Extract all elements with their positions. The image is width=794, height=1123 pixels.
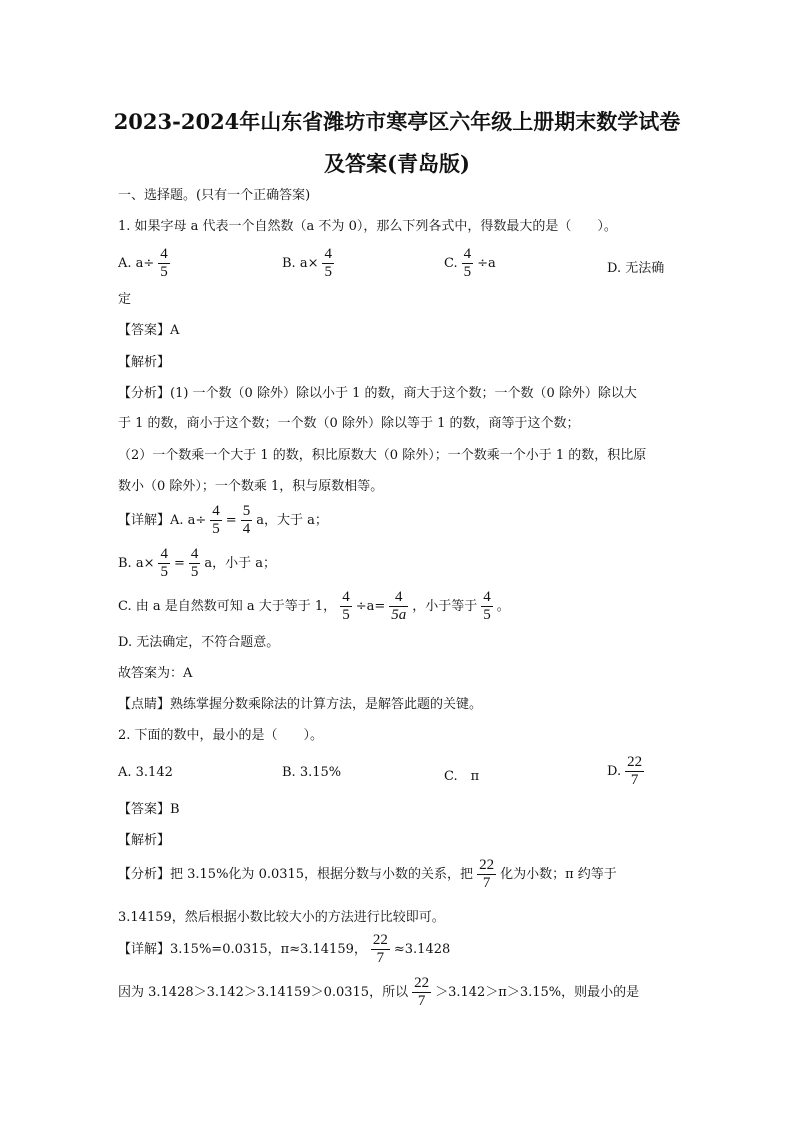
q1-option-a[interactable]: A. a÷ $\frac{4}{5}$ [118,246,168,280]
q1-option-c[interactable]: C. $\frac{4}{5}$ ÷a [444,246,496,280]
q1-tip: 【点睛】熟练掌握分数乘除法的计算方法，是解答此题的关键。 [118,697,483,712]
q1-conclusion: 故答案为：A [118,666,193,681]
fraction: $\frac{4}{5}$ [160,546,168,580]
fraction: $\frac{5}{4}$ [242,503,251,537]
document-title-line1: 2023-2024年山东省潍坊市寒亭区六年级上册期末数学试卷 [113,109,681,134]
q2-analysis-label: 【解析】 [118,833,171,848]
fraction: $\frac{4}{5}$ [324,246,332,280]
fraction: $\frac{4}{5}$ [212,503,220,537]
fraction: $\frac{4}{5}$ [463,246,472,280]
fraction: $\frac{4}{5}$ [483,589,491,623]
q1-option-b[interactable]: B. a× $\frac{4}{5}$ [282,246,332,280]
q1-answer: 【答案】A [118,323,180,338]
q2-option-c[interactable]: C. π [444,769,480,784]
q1-option-d-continued: 定 [118,292,132,307]
q2-option-b[interactable]: B. 3.15% [282,765,342,780]
fraction: $\frac{22}{7}$ [414,975,430,1009]
q1-detail-c: C. 由 a 是自然数可知 a 大于等于 1， $\frac{4}{5}$ ÷a= $\frac{4}{5a}$ ，小于等于 $\frac{4}{5}$ 。 [118,589,510,623]
q2-analysis-line2: 3.14159，然后根据小数比较大小的方法进行比较即可。 [118,910,445,925]
q1-detail-d: D. 无法确定，不符合题意。 [118,635,280,650]
q1-analysis-line1: 【分析】(1) 一个数（0 除外）除以小于 1 的数，商大于这个数；一个数（0 除外）除以大 [118,386,637,401]
fraction: $\frac{4}{5a}$ [391,589,407,623]
fraction: $\frac{22}{7}$ [372,932,388,966]
q2-stem: 2. 下面的数中，最小的是（ ）。 [118,728,324,743]
q1-detail-a: 【详解】A. a÷ $\frac{4}{5}$ = $\frac{5}{4}$ a，大于 a； [118,503,328,537]
q1-analysis-line3: （2）一个数乘一个大于 1 的数，积比原数大（0 除外）；一个数乘一个小于 1 的数，积比原 [118,448,647,463]
q1-detail-b: B. a× $\frac{4}{5}$ = $\frac{4}{5}$ a，小于 a； [118,546,277,580]
fraction: $\frac{22}{7}$ [479,857,495,891]
q2-detail: 【详解】3.15%=0.0315，π≈3.14159， $\frac{22}{7}$ ≈3.1428 [118,932,451,966]
q2-option-a[interactable]: A. 3.142 [118,765,173,780]
q1-option-d[interactable]: D. 无法确 [607,261,665,276]
fraction: $\frac{4}{5}$ [160,246,168,280]
fraction: $\frac{22}{7}$ [627,754,643,788]
q2-option-d[interactable]: D. $\frac{22}{7}$ [607,754,643,788]
q1-stem: 1. 如果字母 a 代表一个自然数（a 不为 0），那么下列各式中，得数最大的是（ ）。 [118,219,617,234]
fraction: $\frac{4}{5}$ [190,546,199,580]
q1-analysis-line4: 数小（0 除外）；一个数乘 1，积与原数相等。 [118,479,384,494]
section-heading: 一、选择题。(只有一个正确答案) [118,188,311,203]
q1-analysis-label: 【解析】 [118,355,171,370]
q1-analysis-line2: 于 1 的数，商小于这个数；一个数（0 除外）除以等于 1 的数，商等于这个数； [118,416,580,431]
q2-analysis-line1: 【分析】把 3.15%化为 0.0315，根据分数与小数的关系，把 $\frac{22}{7}$ 化为小数；π 约等于 [118,857,617,891]
document-title-line2: 及答案(青岛版) [324,151,470,176]
fraction: $\frac{4}{5}$ [342,589,350,623]
q2-answer: 【答案】B [118,802,180,817]
q2-last-line: 因为 3.1428＞3.142＞3.14159＞0.0315，所以 $\frac{22}{7}$ ＞3.142＞π＞3.15%，则最小的是 [118,975,640,1009]
